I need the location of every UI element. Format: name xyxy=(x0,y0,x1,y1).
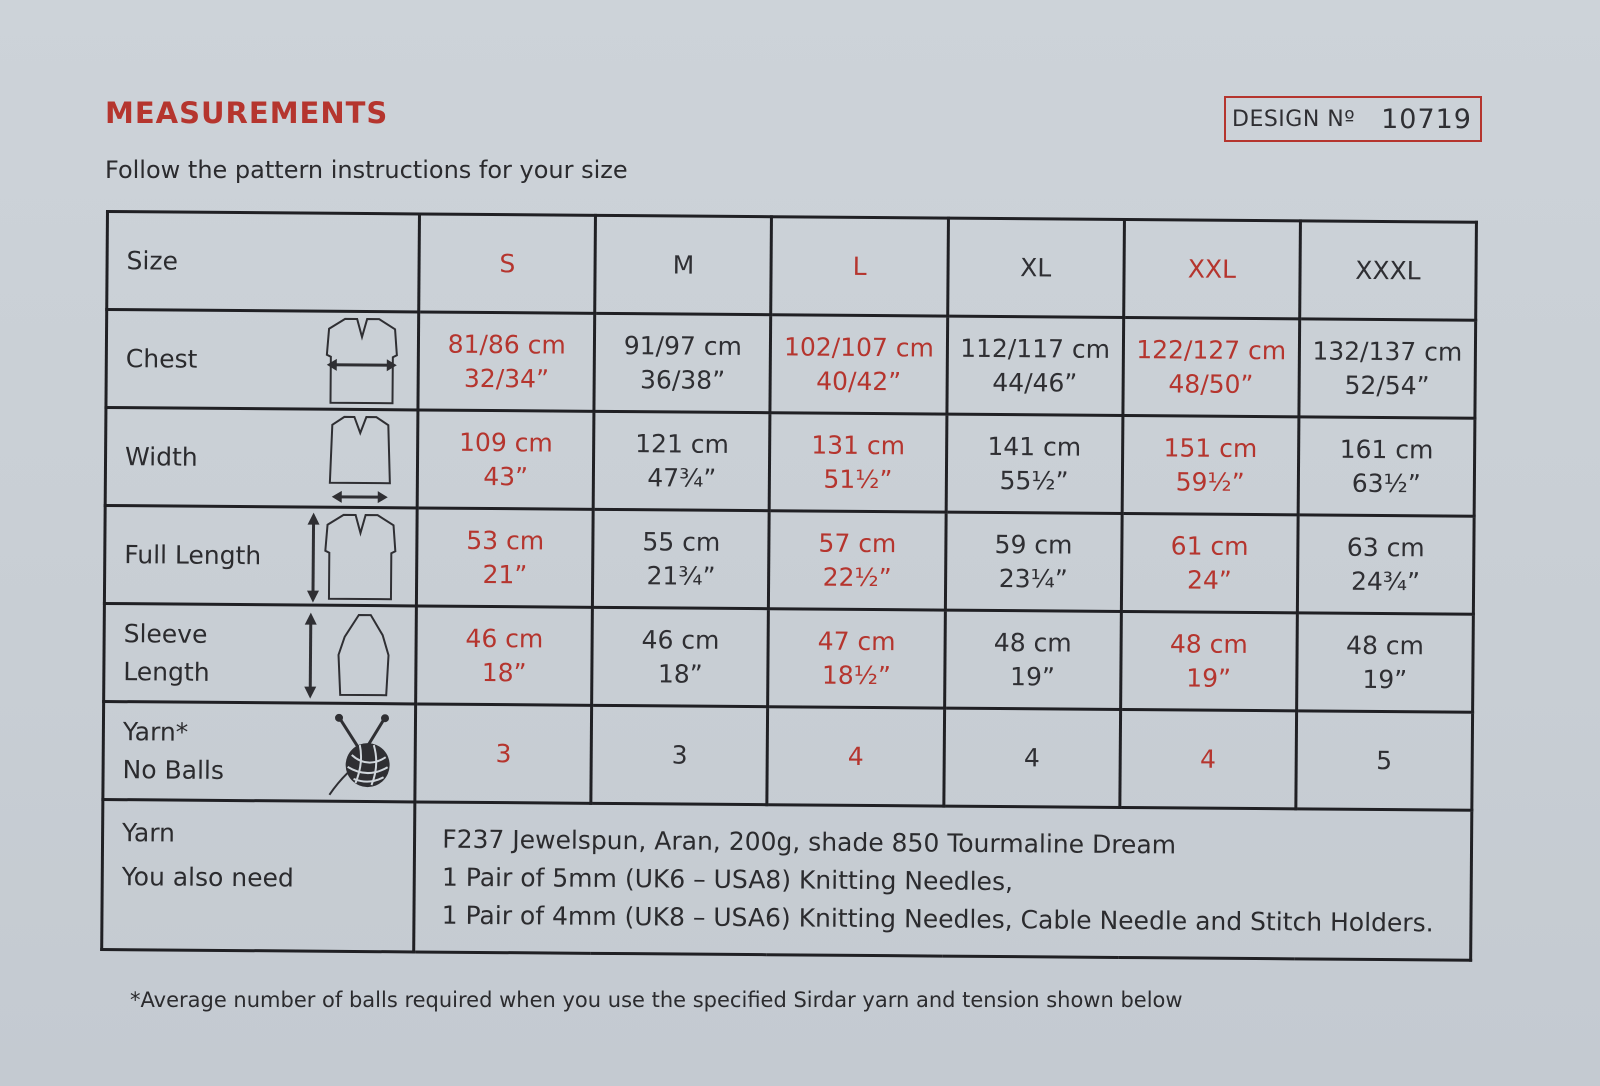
size-l: L xyxy=(771,217,948,316)
size-label: Size xyxy=(126,245,179,276)
needles-5mm: 1 Pair of 5mm (UK6 – USA8) Knitting Needles, xyxy=(441,862,1014,896)
chest-label-cell xyxy=(106,310,419,410)
sleeve-length-xxxl: 48 cm 19” xyxy=(1296,613,1473,712)
width-label-cell xyxy=(105,408,418,508)
full-length-l: 57 cm 22½” xyxy=(769,511,946,610)
size-xxxl: XXXL xyxy=(1300,221,1477,320)
instructions-subtitle: Follow the pattern instructions for your size xyxy=(105,156,628,184)
full-length-m: 55 cm 21¾” xyxy=(593,509,770,608)
width-m: 121 cm 47¾” xyxy=(594,411,771,510)
sleeve-length-label-cell xyxy=(104,603,417,703)
sleeve-length-xl: 48 cm 19” xyxy=(944,610,1121,709)
full-length-xxl: 61 cm 24” xyxy=(1121,513,1298,612)
design-label: DESIGN Nº xyxy=(1232,106,1356,132)
chest-label: Chest xyxy=(125,343,198,374)
sleeve-length-l: 47 cm 18½” xyxy=(768,609,945,708)
size-header-row xyxy=(107,212,1477,321)
chest-s: 81/86 cm 32/34” xyxy=(418,312,595,411)
yarn-balls-row xyxy=(103,701,1473,810)
footnote: *Average number of balls required when you use the specified Sirdar yarn and tension shown below xyxy=(130,988,1183,1012)
size-xl: XL xyxy=(947,218,1124,317)
sleeve-length-m: 46 cm 18” xyxy=(592,607,769,706)
full-length-s: 53 cm 21” xyxy=(417,508,594,607)
sleeve-length-xxl: 48 cm 19” xyxy=(1120,611,1297,710)
size-label-cell xyxy=(107,212,420,312)
sleeve-diagram-icon xyxy=(300,611,401,702)
yarn-details-label-cell xyxy=(102,799,415,951)
full-length-row xyxy=(104,506,1474,615)
width-label: Width xyxy=(124,441,198,472)
size-s: S xyxy=(419,214,596,313)
width-s: 109 cm 43” xyxy=(417,410,594,509)
chest-xl: 112/117 cm 44/46” xyxy=(947,316,1124,415)
yarn-ball-needles-icon xyxy=(326,713,397,798)
yarn-details-text xyxy=(414,802,1472,960)
chest-row xyxy=(106,310,1476,419)
width-xxxl: 161 cm 63½” xyxy=(1298,417,1475,516)
full-length-label: Full Length xyxy=(124,539,262,570)
yarn-balls-xl: 4 xyxy=(943,708,1120,807)
yarn-balls-label-line2: No Balls xyxy=(122,754,225,785)
chest-xxl: 122/127 cm 48/50” xyxy=(1123,317,1300,416)
width-diagram-icon xyxy=(320,413,403,508)
yarn-details-row xyxy=(102,799,1472,960)
yarn-balls-xxxl: 5 xyxy=(1296,711,1473,810)
yarn-balls-s: 3 xyxy=(415,704,592,803)
full-length-label-cell xyxy=(104,506,417,606)
sleeve-length-s: 46 cm 18” xyxy=(416,606,593,705)
sleeve-label-line2: Length xyxy=(123,656,210,687)
chest-diagram-icon xyxy=(321,315,404,410)
width-xl: 141 cm 55½” xyxy=(946,414,1123,513)
section-title: MEASUREMENTS xyxy=(105,96,389,130)
measurements-table xyxy=(100,210,1478,962)
width-row xyxy=(105,408,1475,517)
chest-xxxl: 132/137 cm 52/54” xyxy=(1299,319,1476,418)
yarn-spec: F237 Jewelspun, Aran, 200g, shade 850 Tourmaline Dream xyxy=(442,824,1177,859)
sleeve-length-row xyxy=(104,603,1474,712)
chest-l: 102/107 cm 40/42” xyxy=(770,315,947,414)
yarn-label: Yarn xyxy=(121,818,176,848)
also-need-label: You also need xyxy=(121,862,294,893)
width-l: 131 cm 51½” xyxy=(770,413,947,512)
yarn-balls-l: 4 xyxy=(767,707,944,806)
needles-4mm: 1 Pair of 4mm (UK8 – USA6) Knitting Needles, Cable Needle and Stitch Holders. xyxy=(441,900,1434,937)
width-xxl: 151 cm 59½” xyxy=(1122,415,1299,514)
yarn-balls-label-line1: Yarn* xyxy=(122,716,189,747)
chest-m: 91/97 cm 36/38” xyxy=(594,313,771,412)
design-number-box xyxy=(1224,96,1482,142)
sleeve-label-line1: Sleeve xyxy=(123,618,208,649)
full-length-xl: 59 cm 23¼” xyxy=(945,512,1122,611)
yarn-balls-m: 3 xyxy=(591,705,768,804)
size-m: M xyxy=(595,215,772,314)
size-xxl: XXL xyxy=(1123,219,1300,318)
yarn-balls-label-cell xyxy=(103,701,416,801)
full-length-xxxl: 63 cm 24¾” xyxy=(1297,515,1474,614)
yarn-balls-xxl: 4 xyxy=(1120,709,1297,808)
design-number: 10719 xyxy=(1381,103,1472,135)
length-diagram-icon xyxy=(303,511,404,606)
